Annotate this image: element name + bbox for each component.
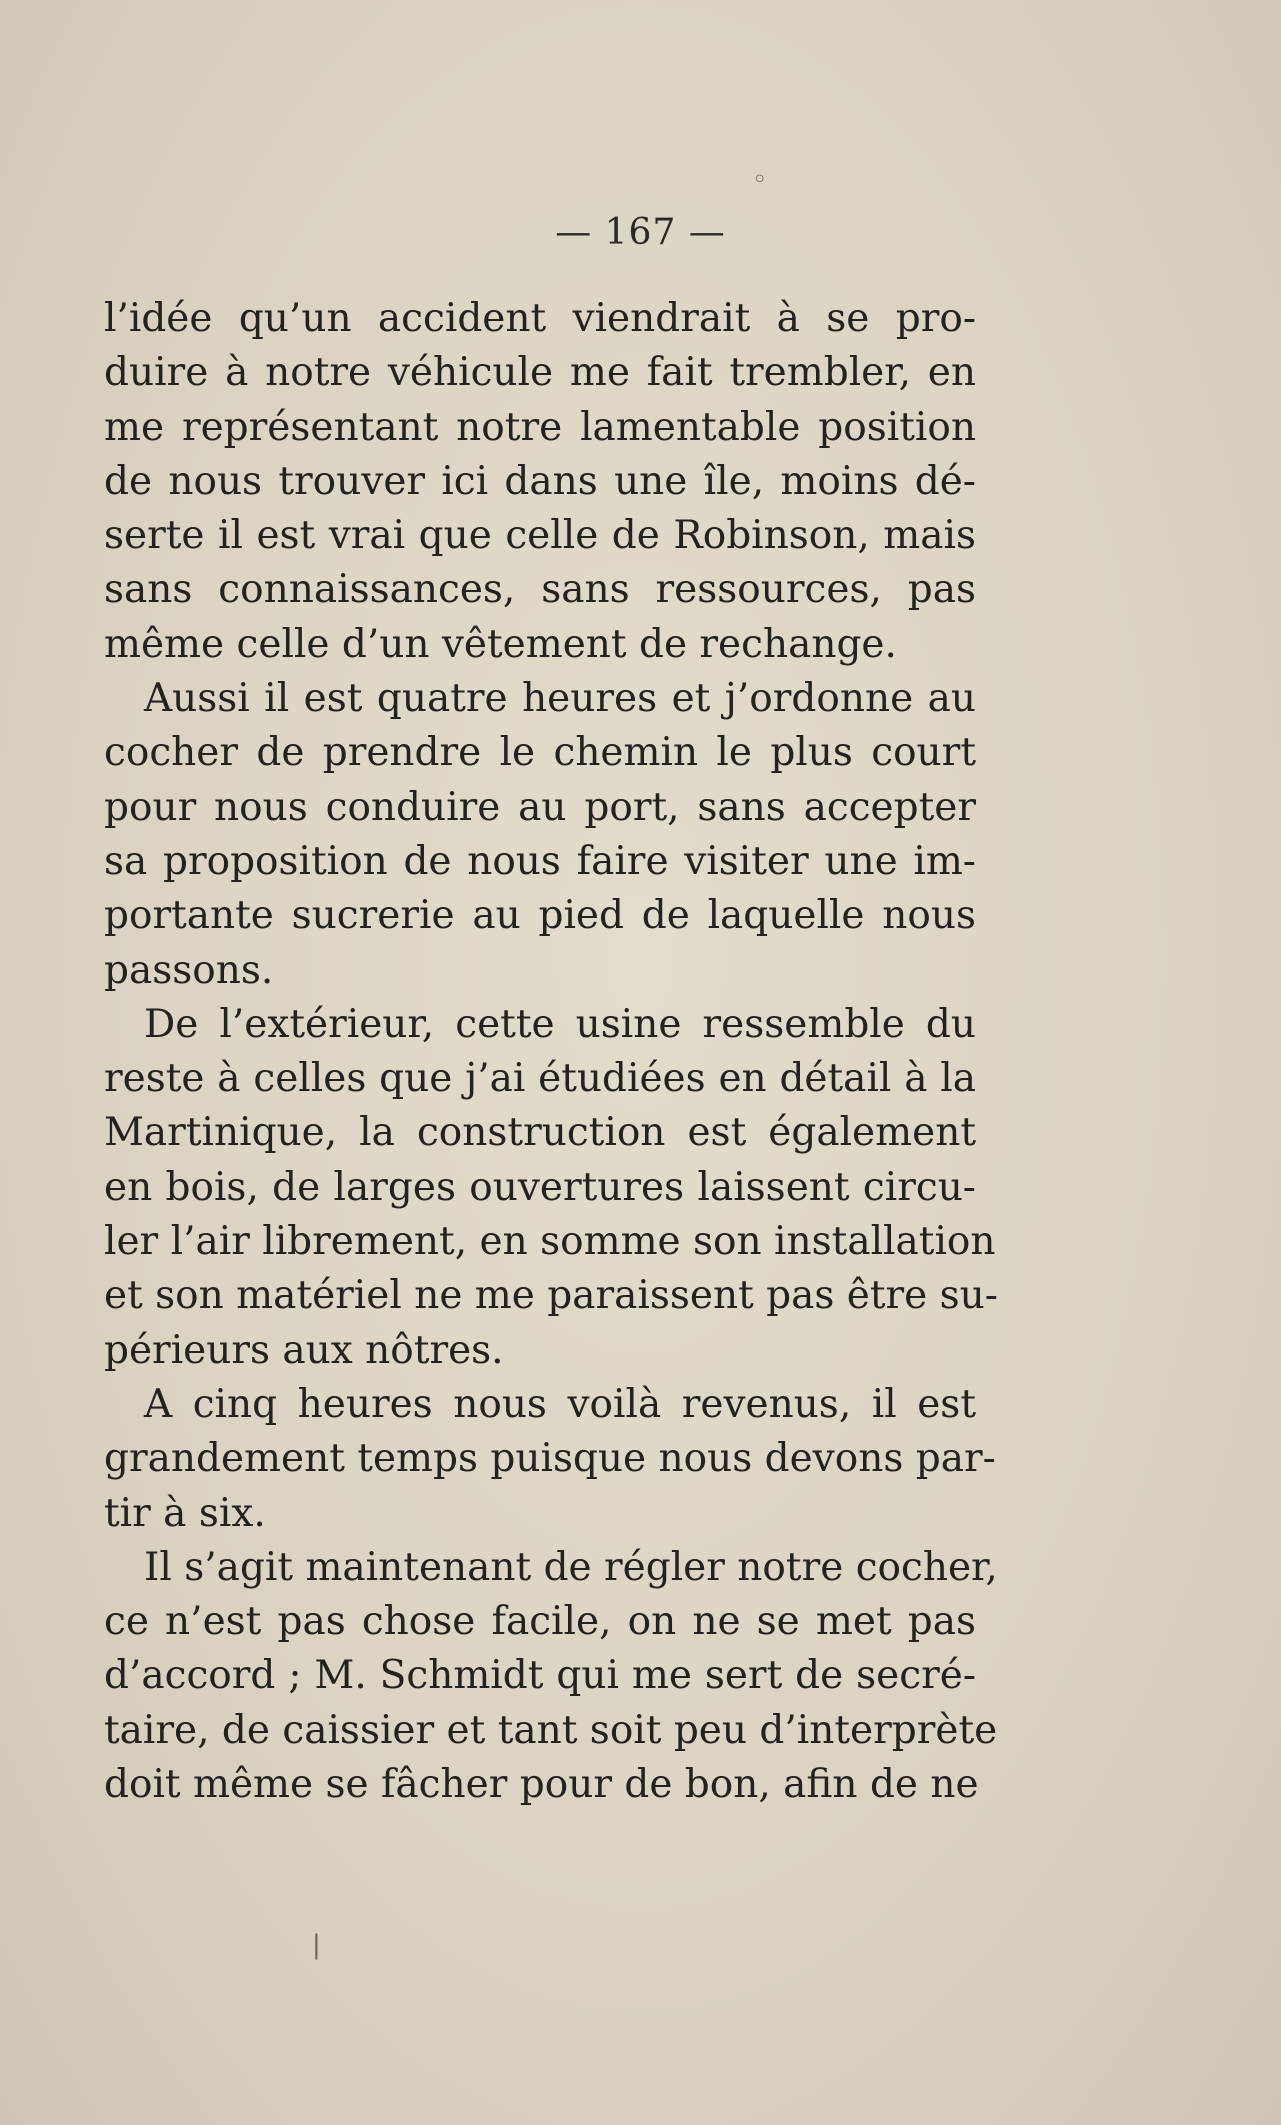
text-line: portante sucrerie au pied de laquelle nous [104,893,976,939]
text-line: me représentant notre lamentable position [104,404,976,450]
text-line: même celle d’un vêtement de rechange. [104,621,897,667]
text-line: grandement temps puisque nous devons par- [104,1436,996,1482]
text-line: l’idée qu’un accident viendrait à se pro- [104,296,976,341]
text-line: sans connaissances, sans ressources, pas [104,567,976,613]
text-line: en bois, de larges ouvertures laissent circu- [104,1164,976,1210]
text-line: reste à celles que j’ai étudiées en détail à la [104,1056,976,1102]
text-line: sa proposition de nous faire visiter une im- [104,838,976,884]
text-line: cocher de prendre le chemin le plus court [104,730,976,776]
text-line: serte il est vrai que celle de Robinson, mais [104,513,976,559]
text-line: Il s’agit maintenant de régler notre cocher, [144,1544,998,1590]
body-text [104,292,998,1812]
text-line: ce n’est pas chose facile, on ne se met pas [104,1599,976,1645]
text-line: A cinq heures nous voilà revenus, il est [144,1381,976,1427]
text-line: duire à notre véhicule me fait trembler, en [104,350,976,396]
text-line: ler l’air librement, en somme son installation [104,1219,996,1265]
paper-speck: ◦ [752,165,768,195]
text-line: passons. [104,947,274,993]
text-line: Martinique, la construction est également [104,1110,976,1156]
text-line: doit même se fâcher pour de bon, afin de ne [104,1762,979,1808]
text-line: Aussi il est quatre heures et j’ordonne au [144,676,976,722]
page-number: — 167 — [555,212,726,253]
text-line: et son matériel ne me paraissent pas être su- [104,1273,998,1319]
paper-speck: | [312,1930,321,1960]
text-line: pour nous conduire au port, sans accepter [104,784,976,830]
text-line: d’accord ; M. Schmidt qui me sert de secré- [104,1653,976,1699]
text-line: taire, de caissier et tant soit peu d’interprète [104,1707,998,1753]
text-line: périeurs aux nôtres. [104,1327,504,1373]
text-line: de nous trouver ici dans une île, moins dé- [104,458,976,504]
text-line: tir à six. [104,1490,266,1536]
text-line: De l’extérieur, cette usine ressemble du [144,1001,976,1047]
